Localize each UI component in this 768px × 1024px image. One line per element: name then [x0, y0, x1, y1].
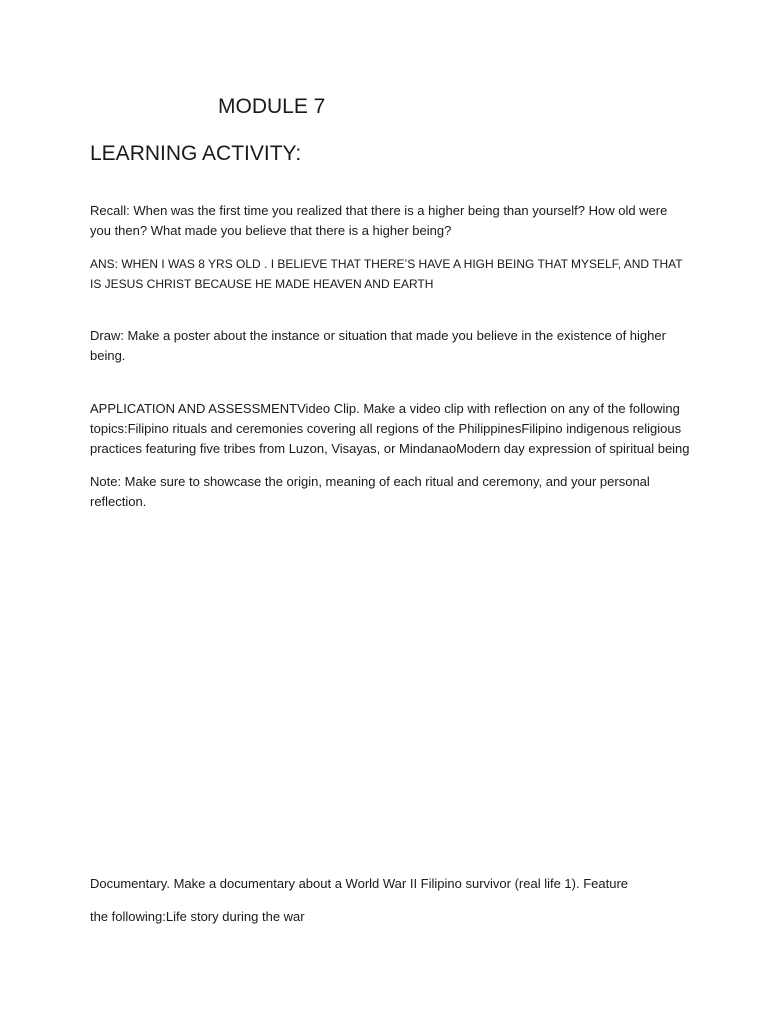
module-title: MODULE 7 [218, 95, 326, 118]
recall-question: Recall: When was the first time you realized that there is a higher being than yourself? How old were you then? What made you believe that there is a higher being? [90, 203, 668, 238]
life-story-text: the following:Life story during the war [90, 909, 305, 924]
draw-instruction: Draw: Make a poster about the instance or situation that made you believe in the existence of higher being. [90, 328, 666, 363]
application-assessment-text: APPLICATION AND ASSESSMENTVideo Clip. Make a video clip with reflection on any of the following topics:Filipino rituals and ceremonies covering all regions of the PhilippinesFilipino indigenous religious practices featuring five tribes from Luzon, Visayas, or MindanaoModern day expression of spiritual being [90, 401, 690, 456]
documentary-instruction: Documentary. Make a documentary about a World War II Filipino survivor (real life 1). Feature [90, 876, 629, 891]
answer-text: ANS: WHEN I WAS 8 YRS OLD . I BELIEVE THAT THERE’S HAVE A HIGH BEING THAT MYSELF, AND THAT IS JESUS CHRIST BECAUSE HE MADE HEAVEN AND EARTH [90, 257, 683, 291]
learning-activity-heading: LEARNING ACTIVITY: [90, 142, 302, 165]
note-text: Note: Make sure to showcase the origin, meaning of each ritual and ceremony, and your personal reflection. [90, 474, 650, 509]
